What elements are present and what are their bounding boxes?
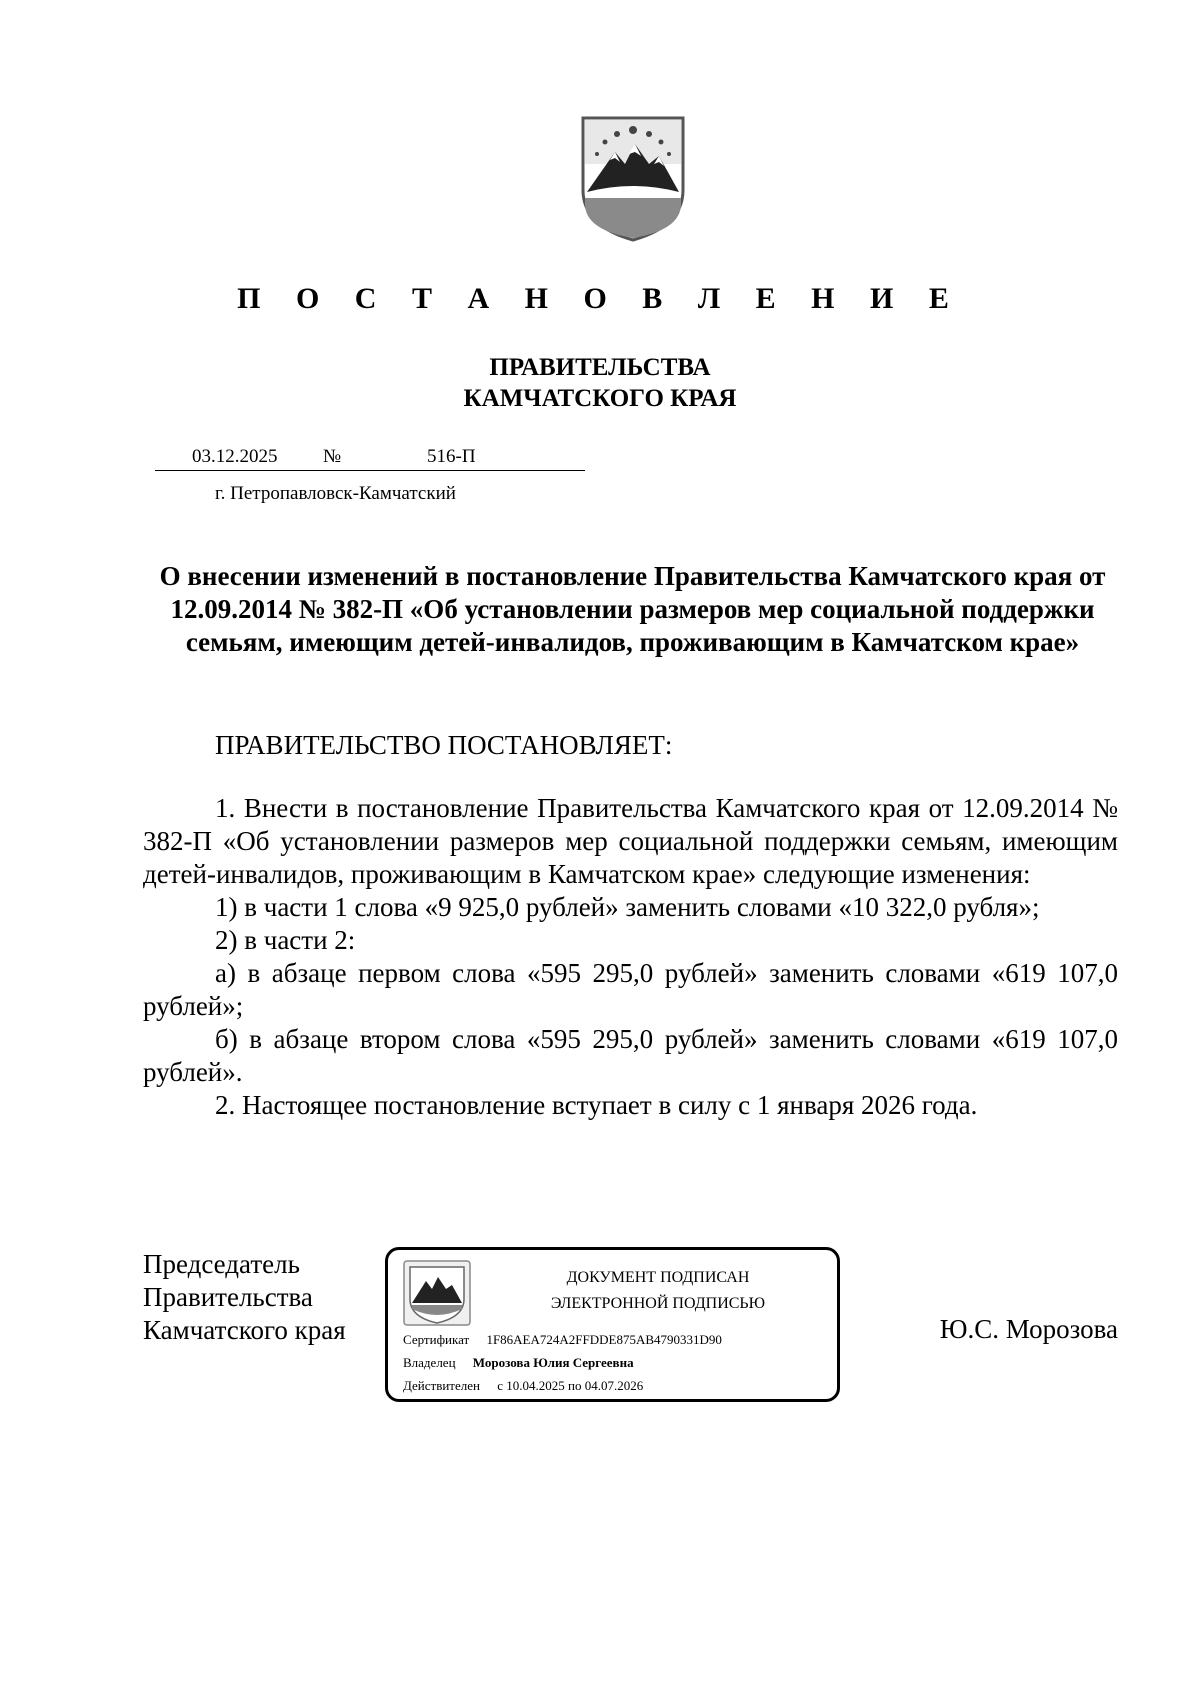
certificate-label: Сертификат (403, 1332, 470, 1347)
authority-line-2: КАМЧАТСКОГО КРАЯ (463, 385, 737, 412)
document-date: 03.12.2025 (192, 446, 278, 467)
paragraph-1: 1. Внести в постановление Правительства Камчатского края от 12.09.2014 № 382-П «Об установлении размеров мер социальной поддержки семьям, имеющим детей-инвалидов, проживающим в Камчатском крае» следующие изменения: (143, 793, 1118, 889)
paragraph-1-item-2a: а) в абзаце первом слова «595 295,0 рублей» заменить словами «619 107,0 рублей»; (143, 958, 1118, 1021)
stamp-heading-line-1: ДОКУМЕНТ ПОДПИСАН (566, 1269, 750, 1286)
paragraph-2: 2. Настоящее постановление вступает в силу с 1 января 2026 года. (215, 1090, 978, 1120)
owner-value: Морозова Юлия Сергеевна (472, 1355, 634, 1370)
stamp-emblem (402, 1259, 472, 1327)
owner-row (403, 1355, 634, 1371)
owner-label: Владелец (403, 1355, 456, 1370)
stamp-heading-line-2: ЭЛЕКТРОННОЙ ПОДПИСЬЮ (550, 1295, 766, 1312)
city: г. Петропавловск-Камчатский (215, 483, 456, 504)
certificate-value: 1F86AEA724A2FFDDE875AB4790331D90 (486, 1332, 722, 1347)
signer-name: Ю.С. Морозова (939, 1314, 1118, 1344)
paragraph-1-item-2b: б) в абзаце втором слова «595 295,0 рублей» заменить словами «619 107,0 рублей». (143, 1024, 1118, 1087)
signer-position-line-3: Камчатского края (143, 1315, 346, 1345)
signer-position-line-2: Правительства (143, 1282, 313, 1312)
validity-value: с 10.04.2025 по 04.07.2026 (497, 1378, 644, 1393)
paragraph-1-item-1: 1) в части 1 слова «9 925,0 рублей» заменить словами «10 322,0 рубля»; (215, 892, 1040, 922)
validity-row (403, 1378, 643, 1394)
stamp-heading (488, 1265, 828, 1317)
issuing-authority (0, 352, 1200, 414)
authority-line-1: ПРАВИТЕЛЬСТВА (489, 354, 711, 381)
decree-formula: ПРАВИТЕЛЬСТВО ПОСТАНОВЛЯЕТ: (215, 730, 673, 760)
electronic-signature-stamp (385, 1247, 840, 1402)
validity-label: Действителен (403, 1378, 480, 1393)
document-body (143, 792, 1118, 1122)
signer-position (143, 1248, 346, 1347)
signer-position-line-1: Председатель (143, 1249, 300, 1279)
date-number-line (155, 446, 585, 471)
document-title: О внесении изменений в постановление Правительства Камчатского края от 12.09.2014 № 382-П «Об установлении размеров мер социальной поддержки семьям, имеющим детей-инвалидов, проживающим в Камчатском крае» (159, 561, 1106, 657)
certificate-row (403, 1332, 722, 1348)
kamchatka-emblem (577, 112, 689, 244)
number-sign: № (323, 446, 342, 467)
document-type-heading: П О С Т А Н О В Л Е Н И Е (237, 282, 963, 315)
document-number: 516-П (427, 446, 476, 467)
paragraph-1-item-2: 2) в части 2: (215, 925, 356, 955)
